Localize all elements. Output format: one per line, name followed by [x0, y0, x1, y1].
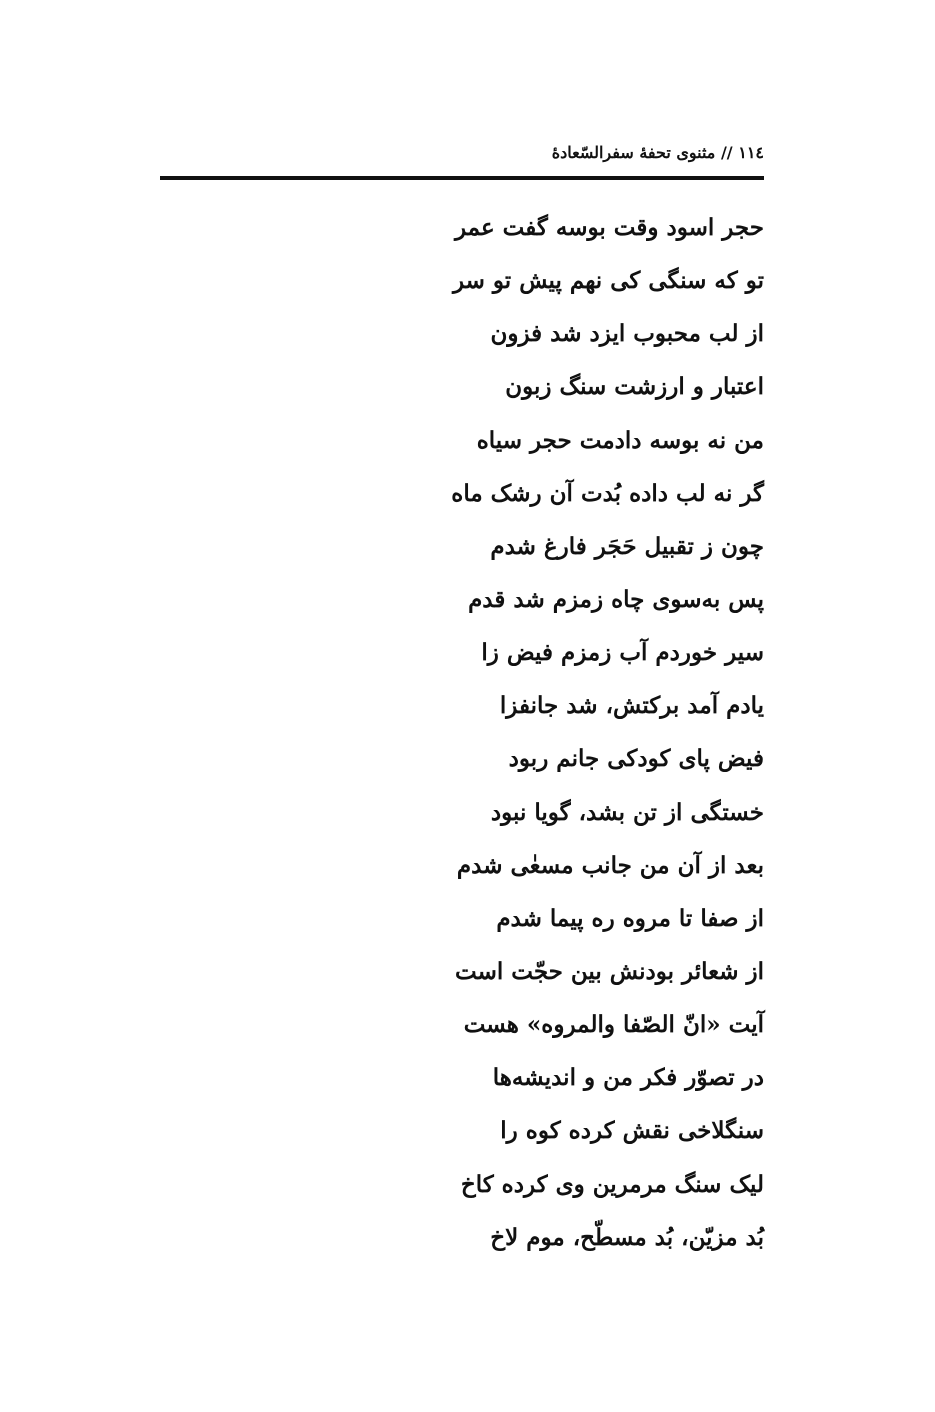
verse-line: خستگی از تن بشد، گویا نبود: [490, 798, 764, 826]
verse-line: تو که سنگی کی نهم پیش تو سر: [452, 267, 764, 295]
verse-line: بعد از آن من جانب مسعٰی شدم: [456, 851, 764, 879]
header-rule: [160, 176, 764, 180]
verse-line: گر نه لب داده بُدت آن رشک ماه: [451, 479, 764, 507]
verse-line: بُد مزیّن، بُد مسطّح، موم لاخ: [490, 1223, 764, 1251]
verse-line: پس به‌سوی چاه زمزم شد قدم: [468, 585, 764, 613]
verse-line: از شعائر بودنش بین حجّت است: [455, 957, 764, 985]
verse-line: حجر اسود وقت بوسه گفت عمر: [454, 214, 764, 241]
verse-line: من نه بوسه دادمت حجر سیاه: [476, 426, 764, 454]
verse-line: در تصوّر فکر من و اندیشه‌ها: [492, 1064, 764, 1092]
running-header: [160, 143, 764, 162]
verse-line: آیت «انّ الصّفا والمروه» هست: [463, 1011, 764, 1039]
verse-line: سیر خوردم آب زمزم فیض زا: [481, 639, 764, 667]
verse-line: از لب محبوب ایزد شد فزون: [490, 320, 764, 348]
verse-line: از صفا تا مروه ره پیما شدم: [496, 904, 764, 932]
verse-list: [440, 208, 764, 1271]
page-number: ١١٤: [738, 143, 764, 162]
verse-line: سنگلاخی نقش کرده کوه را: [500, 1117, 764, 1145]
verse-line: لیک سنگ مرمرین وی کرده کاخ: [460, 1170, 764, 1198]
verse-line: چون ز تقبیل حَجَر فارغ شدم: [490, 532, 764, 560]
verse-line: یادم آمد برکتش، شد جانفزا: [499, 692, 764, 720]
verse-line: اعتبار و ارزشت سنگ زبون: [505, 373, 764, 401]
verse-line: فیض پای کودکی جانم ربود: [508, 745, 764, 773]
book-title: مثنوی تحفهٔ سفرالسّعادهٔ: [551, 143, 716, 162]
header-separator: //: [720, 143, 733, 162]
